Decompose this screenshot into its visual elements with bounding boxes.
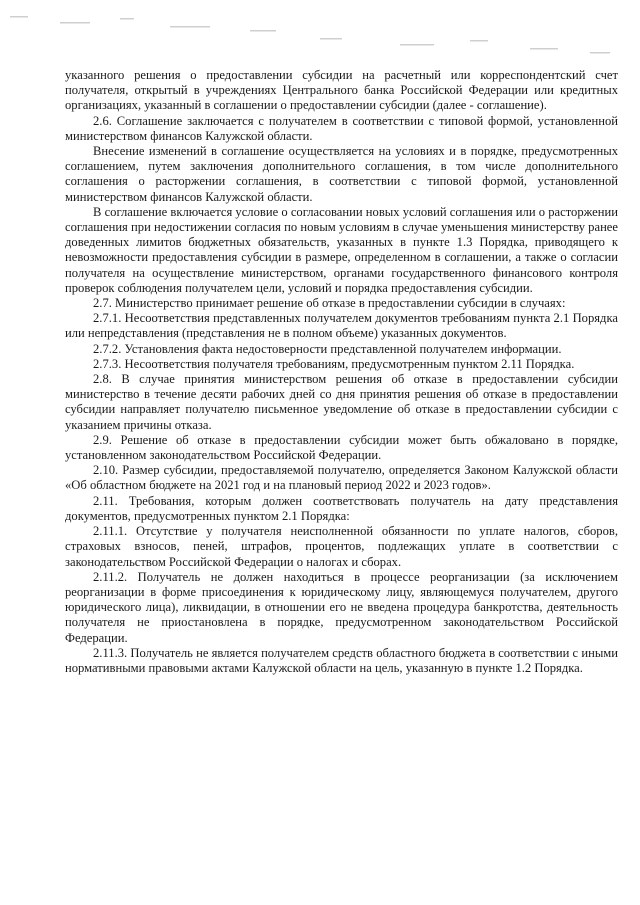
paragraph: 2.8. В случае принятия министерством решения об отказе в предоставлении субсидии министерство в течение десяти рабочих дней со дня принятия решения об отказе в предоставлении субсидии направляет получателю письменное уведомление об отказе в предоставлении субсидии с указанием причины отказа.	[65, 372, 618, 432]
paragraph: В соглашение включается условие о согласовании новых условий соглашения или о расторжении соглашения при недостижении согласия по новым условиям в случае уменьшения министерству ранее доведенных лимитов бюджетных обязательств, указанных в пункте 1.3 Порядка, приводящего к невозможности предоставления субсидии в размере, определенном в соглашении, а также о согласии получателя на осуществление министерством, органами государственного финансового контроля проверок соблюдения получателем цели, условий и порядка предоставления субсидии.	[65, 204, 618, 295]
paragraph: 2.9. Решение об отказе в предоставлении субсидии может быть обжаловано в порядке, установленном законодательством Российской Федерации.	[65, 432, 618, 463]
paragraph: 2.11.3. Получатель не является получателем средств областного бюджета в соответствии с иными нормативными правовыми актами Калужской области на цель, указанную в пункте 1.2 Порядка.	[65, 645, 618, 675]
paragraph: 2.11.2. Получатель не должен находиться в процессе реорганизации (за исключением реорганизации в форме присоединения к юридическому лицу, являющемуся получателем, другого юридического лица), ликвидации, в отношении его не введена процедура банкротства, деятельность получателя не приостановлена в порядке, предусмотренном законодательством Российской Федерации.	[65, 569, 618, 645]
paragraph: 2.6. Соглашение заключается с получателем в соответствии с типовой формой, установленной министерством финансов Калужской области.	[65, 113, 618, 143]
paragraph: 2.7.2. Установления факта недостоверности представленной получателем информации.	[93, 341, 562, 356]
paragraph: 2.10. Размер субсидии, предоставляемой получателю, определяется Законом Калужской области «Об областном бюджете на 2021 год и на плановый период 2022 и 2023 годов».	[65, 463, 618, 493]
paragraph: 2.7.1. Несоответствия представленных получателем документов требованиям пункта 2.1 Порядка или непредставления (представления не в полном объеме) указанных документов.	[65, 311, 618, 341]
paragraph: 2.7.3. Несоответствия получателя требованиям, предусмотренным пунктом 2.11 Порядка.	[93, 356, 575, 371]
scan-artifact	[0, 0, 640, 60]
paragraph: Внесение изменений в соглашение осуществляется на условиях и в порядке, предусмотренных соглашением, путем заключения дополнительного соглашения, в том числе дополнительного соглашения о расторжении соглашения, в соответствии с типовой формой, установленной министерством финансов Калужской области.	[65, 144, 618, 204]
paragraph: 2.11. Требования, которым должен соответствовать получатель на дату представления документов, предусмотренных пунктом 2.1 Порядка:	[65, 493, 618, 523]
paragraph: 2.7. Министерство принимает решение об отказе в предоставлении субсидии в случаях:	[93, 296, 566, 311]
paragraph: указанного решения о предоставлении субсидии на расчетный или корреспондентский счет получателя, открытый в учреждениях Центрального банка Российской Федерации или кредитных организациях, указанный в соглашении о предоставлении субсидии (далее - соглашение).	[65, 68, 618, 113]
paragraph: 2.11.1. Отсутствие у получателя неисполненной обязанности по уплате налогов, сборов, страховых взносов, пеней, штрафов, процентов, подлежащих уплате в соответствии с законодательством Российской Федерации о налогах и сборах.	[65, 524, 618, 569]
